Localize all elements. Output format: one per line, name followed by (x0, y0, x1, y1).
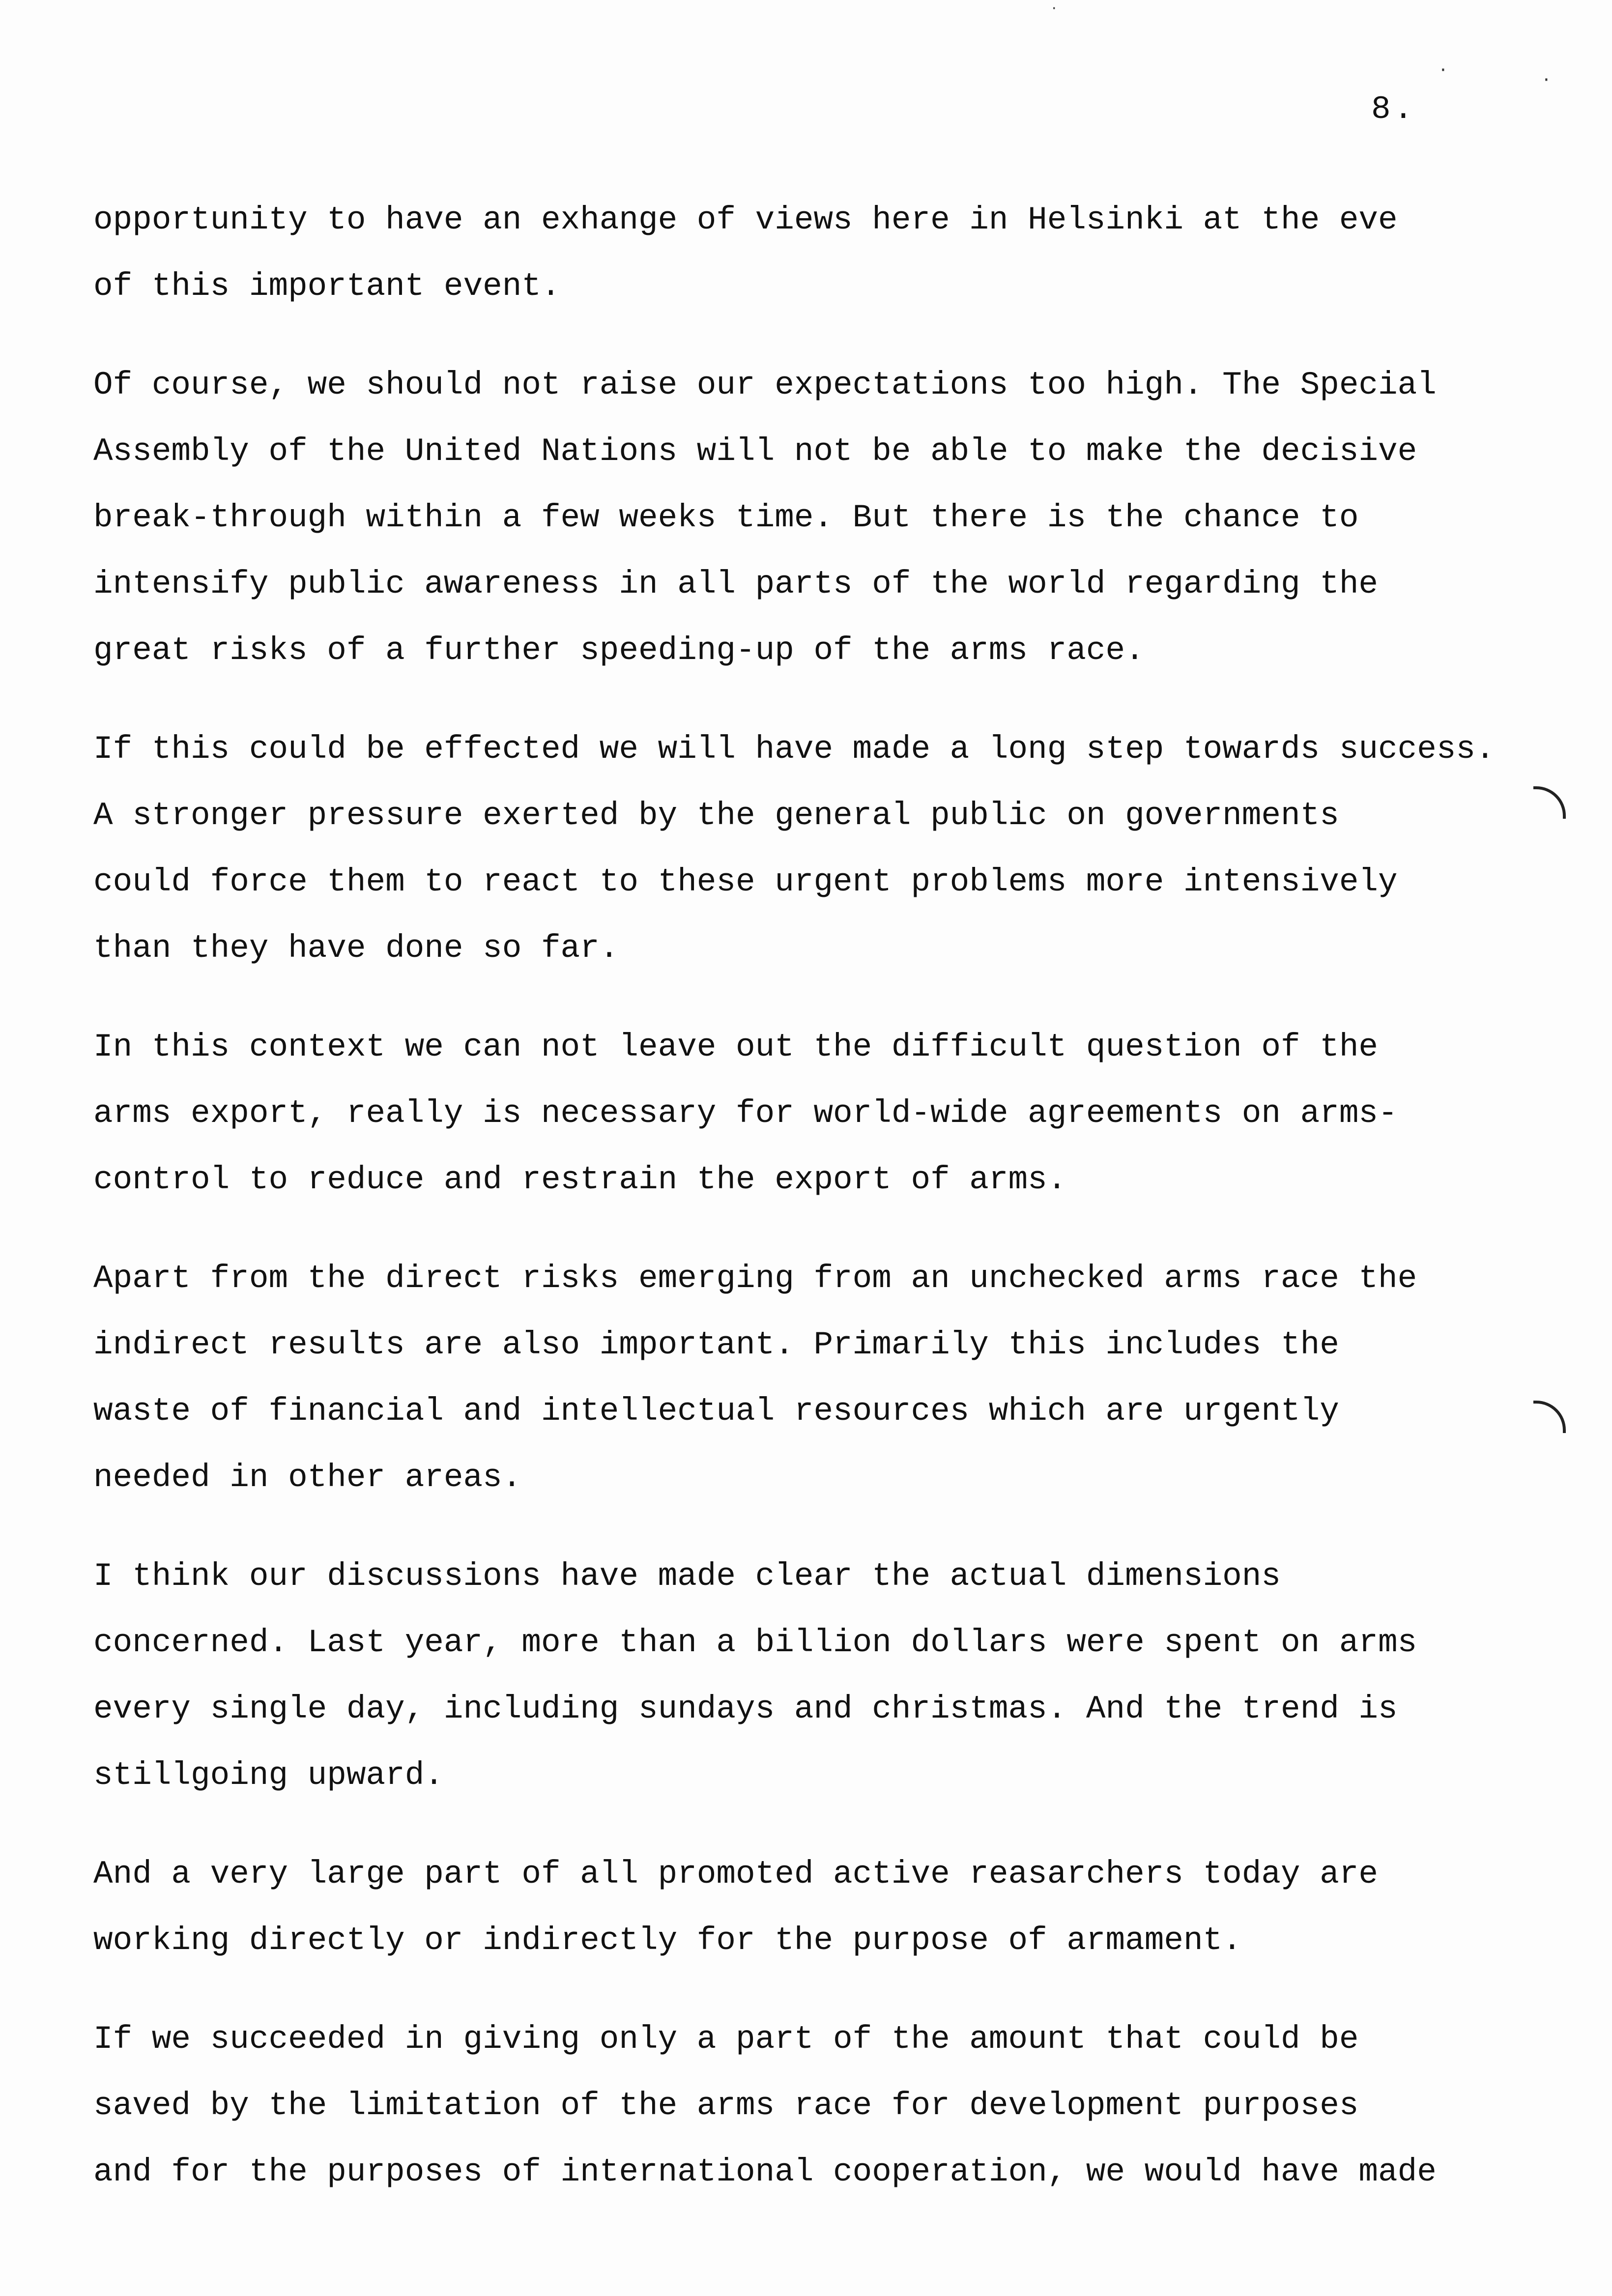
text-line: A stronger pressure exerted by the general public on governments (93, 797, 1339, 834)
text-line: And a very large part of all promoted active reasarchers today are (93, 1856, 1379, 1893)
text-line: I think our discussions have made clear the actual dimensions (93, 1558, 1281, 1595)
scan-speck-mark: · (1052, 0, 1057, 17)
text-line: great risks of a further speeding-up of the arms race. (93, 632, 1145, 669)
text-line: working directly or indirectly for the purpose of armament. (93, 1922, 1242, 1959)
text-line: could force them to react to these urgent problems more intensively (93, 863, 1398, 900)
text-line: Assembly of the United Nations will not be able to make the decisive (93, 433, 1417, 470)
text-line: waste of financial and intellectual resources which are urgently (93, 1393, 1339, 1430)
scan-speck-mark: · (1440, 59, 1446, 82)
paragraph (93, 352, 1568, 684)
text-line: If this could be effected we will have made a long step towards success. (93, 731, 1495, 768)
text-line: every single day, including sundays and christmas. And the trend is (93, 1691, 1398, 1727)
text-line: concerned. Last year, more than a billion dollars were spent on arms (93, 1624, 1417, 1661)
text-line: stillgoing upward. (93, 1757, 444, 1794)
text-line: break-through within a few weeks time. But there is the chance to (93, 499, 1359, 536)
text-line: Of course, we should not raise our expectations too high. The Special (93, 367, 1437, 403)
text-line: If we succeeded in giving only a part of the amount that could be (93, 2021, 1359, 2058)
letter-body (93, 187, 1568, 2238)
text-line: than they have done so far. (93, 930, 619, 967)
text-line: In this context we can not leave out the difficult question of the (93, 1029, 1379, 1065)
text-line: control to reduce and restrain the export of arms. (93, 1161, 1067, 1198)
paragraph (93, 1841, 1568, 1974)
paragraph (93, 1543, 1568, 1808)
text-line: of this important event. (93, 268, 561, 305)
text-line: arms export, really is necessary for world-wide agreements on arms- (93, 1095, 1398, 1132)
text-line: and for the purposes of international cooperation, we would have made (93, 2153, 1437, 2190)
paragraph (93, 716, 1568, 981)
paragraph (93, 1245, 1568, 1511)
scan-speck-mark: · (1543, 69, 1550, 91)
text-line: saved by the limitation of the arms race for development purposes (93, 2087, 1359, 2124)
page-number: 8. (1371, 91, 1416, 128)
text-line: opportunity to have an exhange of views here in Helsinki at the eve (93, 201, 1398, 238)
text-line: Apart from the direct risks emerging from an unchecked arms race the (93, 1260, 1417, 1297)
text-line: intensify public awareness in all parts of the world regarding the (93, 566, 1379, 603)
paragraph (93, 2006, 1568, 2205)
text-line: needed in other areas. (93, 1459, 522, 1496)
text-line: indirect results are also important. Primarily this includes the (93, 1326, 1339, 1363)
paragraph (93, 1014, 1568, 1213)
paragraph (93, 187, 1568, 319)
